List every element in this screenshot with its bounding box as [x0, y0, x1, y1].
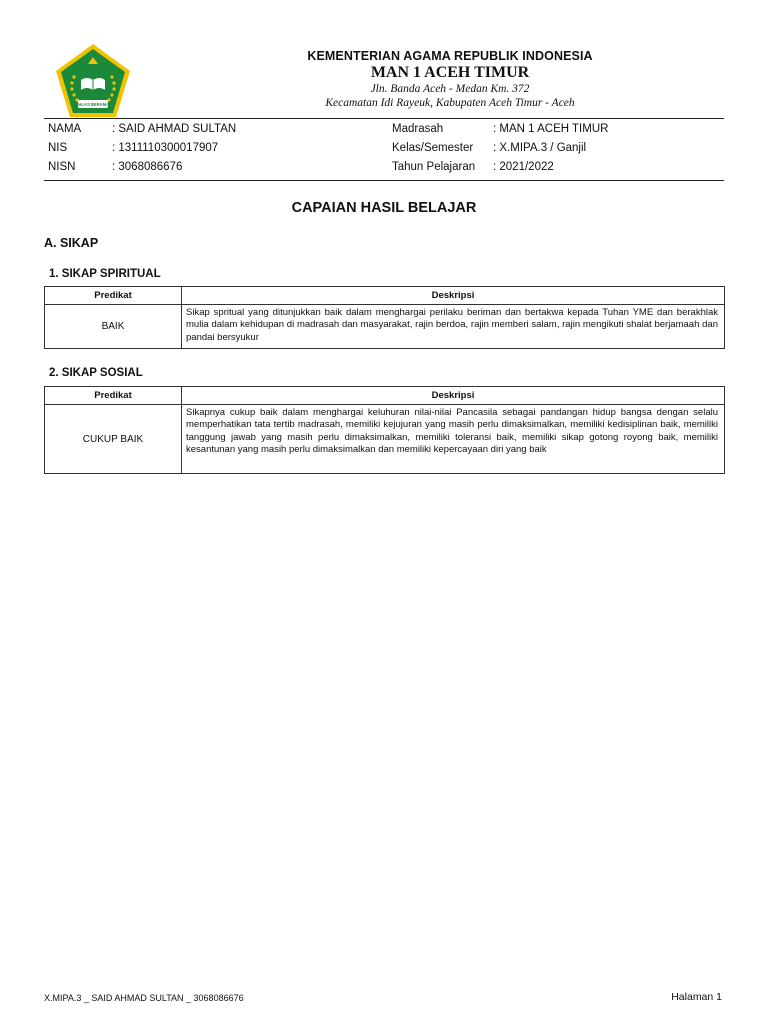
- spiritual-table: [44, 286, 725, 349]
- table-header-row: [45, 387, 725, 405]
- table-row: [45, 405, 725, 474]
- value-tahun-pelajaran: : 2021/2022: [493, 161, 554, 173]
- table-row: [45, 305, 725, 349]
- student-labels-right: [392, 120, 475, 177]
- spiritual-predikat: BAIK: [45, 305, 182, 349]
- label-nis: NIS: [48, 142, 68, 154]
- column-header-deskripsi: Deskripsi: [182, 287, 725, 305]
- header-divider: [44, 118, 724, 119]
- page-title: CAPAIAN HASIL BELAJAR: [291, 200, 477, 216]
- identity-divider: [44, 180, 724, 181]
- column-header-predikat: Predikat: [45, 287, 182, 305]
- label-madrasah: Madrasah: [392, 123, 444, 135]
- spiritual-deskripsi: Sikap spritual yang ditunjukkan baik dalam menghargai perilaku beriman dan bertakwa kepada Tuhan YME dan berakhlak mulia dalam kehidupan di madrasah dan masyarakat, rajin berdoa, rajin memberi salam, rajin mengikuti shalat berjamaah dan pandai bersyukur: [182, 305, 725, 349]
- value-kelas-semester: : X.MIPA.3 / Ganjil: [493, 142, 587, 154]
- student-labels-left: [48, 120, 81, 177]
- label-kelas-semester: Kelas/Semester: [392, 142, 474, 154]
- table-header-row: [45, 287, 725, 305]
- column-header-deskripsi: Deskripsi: [182, 387, 725, 405]
- page-number: Halaman 1: [671, 991, 722, 1003]
- student-values-left: [112, 120, 236, 177]
- value-nama: : SAID AHMAD SULTAN: [112, 123, 237, 135]
- value-madrasah: : MAN 1 ACEH TIMUR: [493, 123, 609, 135]
- value-nisn: : 3068086676: [112, 161, 183, 173]
- value-nis: : 1311110300017907: [112, 142, 219, 154]
- sosial-deskripsi: Sikapnya cukup baik dalam menghargai keluhuran nilai-nilai Pancasila sebagai pandangan hidup bangsa dengan selalu memperhatikan tata tertib madrasah, memiliki kejujuran yang masih perlu dimaksimalkan, memiliki kedisiplinan baik, memiliki tanggung jawab yang masih perlu dimaksimalkan, memiliki toleransi baik, memiliki sikap gotong royong baik, memiliki kesantunan yang masih perlu dimaksimalkan dan memiliki kepercayaan diri yang baik: [182, 405, 725, 474]
- label-nama: NAMA: [48, 123, 82, 135]
- footer-identifier: X.MIPA.3 _ SAID AHMAD SULTAN _ 3068086676: [44, 993, 244, 1003]
- sosial-table: [44, 386, 725, 474]
- sosial-heading: 2. SIKAP SOSIAL: [49, 367, 143, 379]
- label-nisn: NISN: [48, 161, 76, 173]
- ministry-name: KEMENTERIAN AGAMA REPUBLIK INDONESIA: [307, 49, 593, 63]
- student-values-right: [493, 120, 608, 177]
- spiritual-heading: 1. SIKAP SPIRITUAL: [49, 268, 161, 280]
- school-name: MAN 1 ACEH TIMUR: [370, 64, 530, 81]
- logo-text: IKHLAS BERAMAL: [74, 102, 112, 107]
- sosial-predikat: CUKUP BAIK: [45, 405, 182, 474]
- label-tahun-pelajaran: Tahun Pelajaran: [392, 161, 476, 173]
- section-heading-sikap: A. SIKAP: [44, 236, 99, 250]
- address-line-2: Kecamatan Idi Rayeuk, Kabupaten Aceh Timur - Aceh: [325, 97, 575, 109]
- column-header-predikat: Predikat: [45, 387, 182, 405]
- address-line-1: Jln. Banda Aceh - Medan Km. 372: [370, 83, 530, 95]
- ministry-logo: [52, 42, 134, 120]
